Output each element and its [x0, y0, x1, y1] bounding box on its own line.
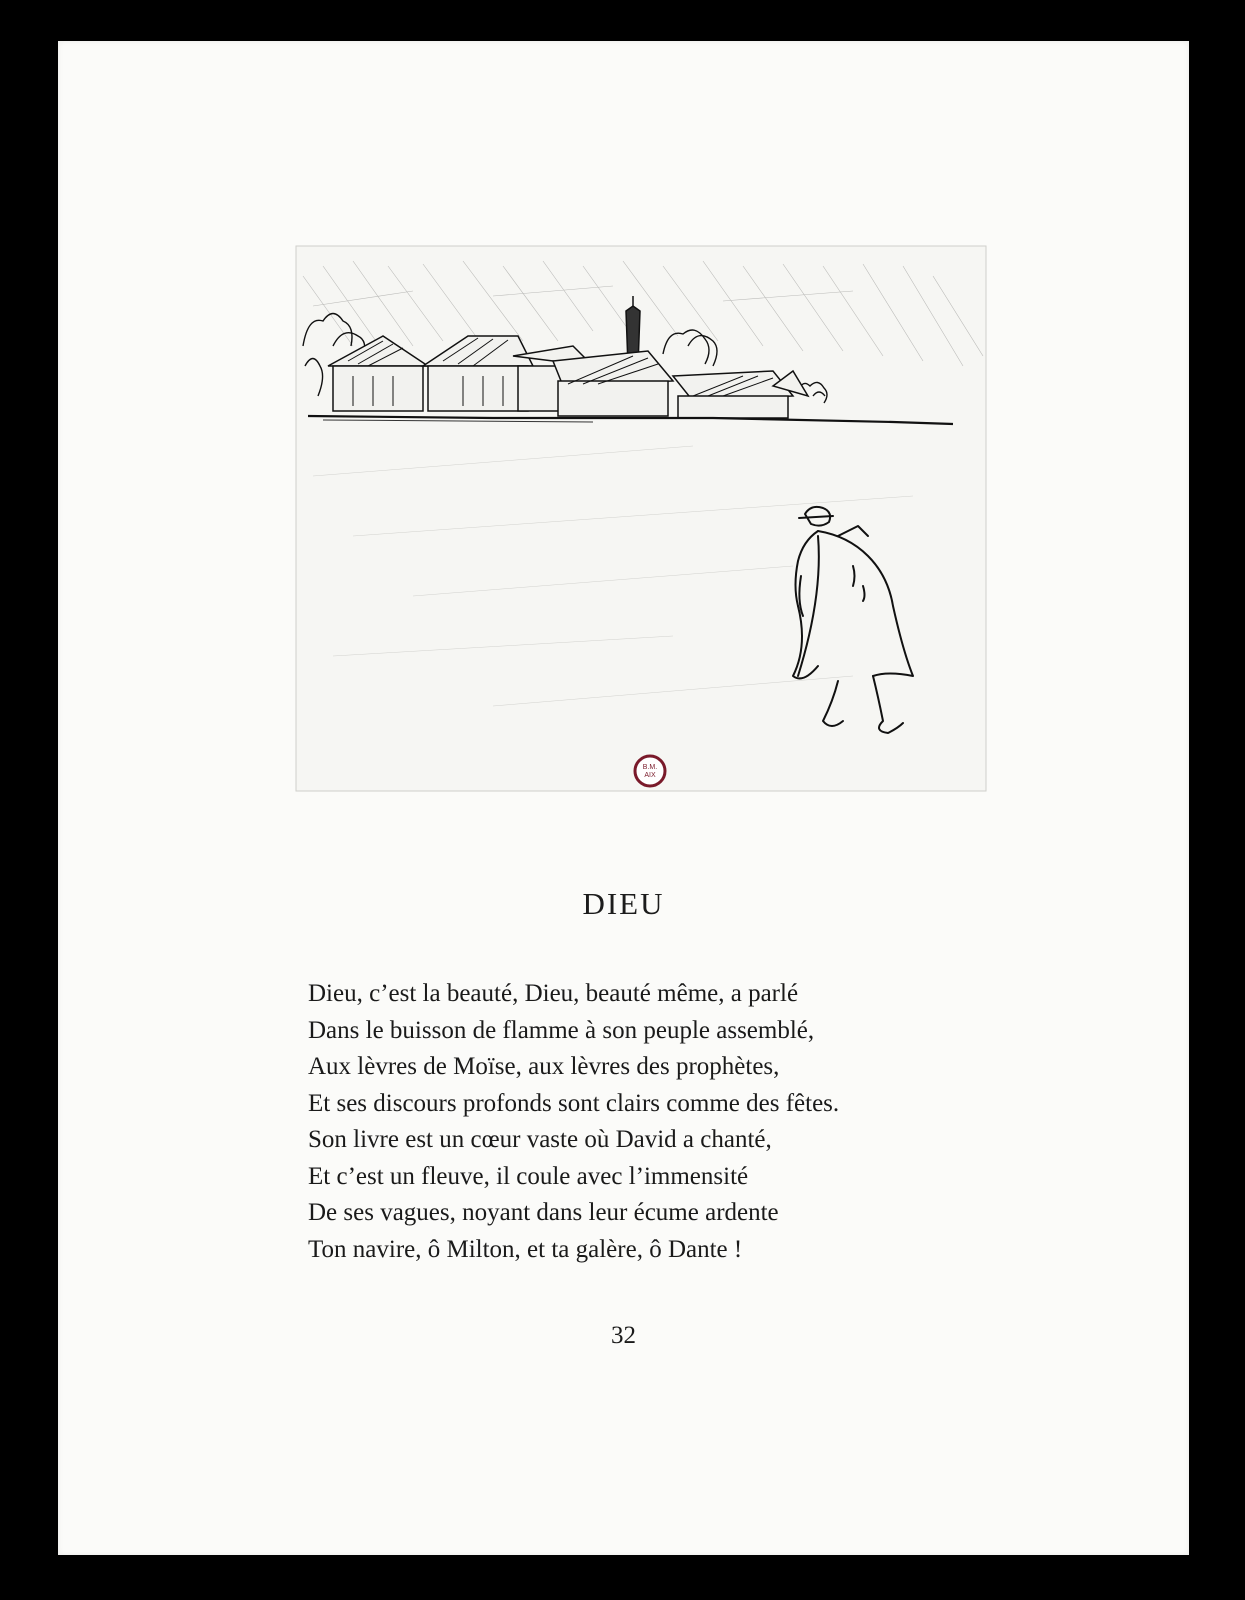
paper-sheet	[58, 41, 1189, 1555]
stamp-line-2: AIX	[644, 772, 656, 779]
poem-line: Dieu, c’est la beauté, Dieu, beauté même, a parlé	[308, 980, 799, 1007]
poem-line: Et c’est un fleuve, il coule avec l’immensité	[308, 1162, 749, 1190]
poem-line: Et ses discours profonds sont clairs comme des fêtes.	[308, 1089, 840, 1117]
etching-illustration	[293, 236, 993, 801]
library-stamp	[633, 754, 667, 788]
poem-line: Dans le buisson de flamme à son peuple assemblé,	[308, 1016, 815, 1044]
page-number: 32	[611, 1322, 636, 1349]
poem-title: DIEU	[582, 886, 665, 921]
stamp-line-1: B.M.	[642, 764, 658, 771]
poem-line: De ses vagues, noyant dans leur écume ardente	[308, 1199, 779, 1226]
poem-line: Aux lèvres de Moïse, aux lèvres des prophètes,	[308, 1053, 780, 1080]
poem-body	[308, 976, 1048, 1268]
poem-line: Ton navire, ô Milton, et ta galère, ô Dante !	[308, 1235, 743, 1263]
poem-line: Son livre est un cœur vaste où David a chanté,	[308, 1126, 772, 1153]
